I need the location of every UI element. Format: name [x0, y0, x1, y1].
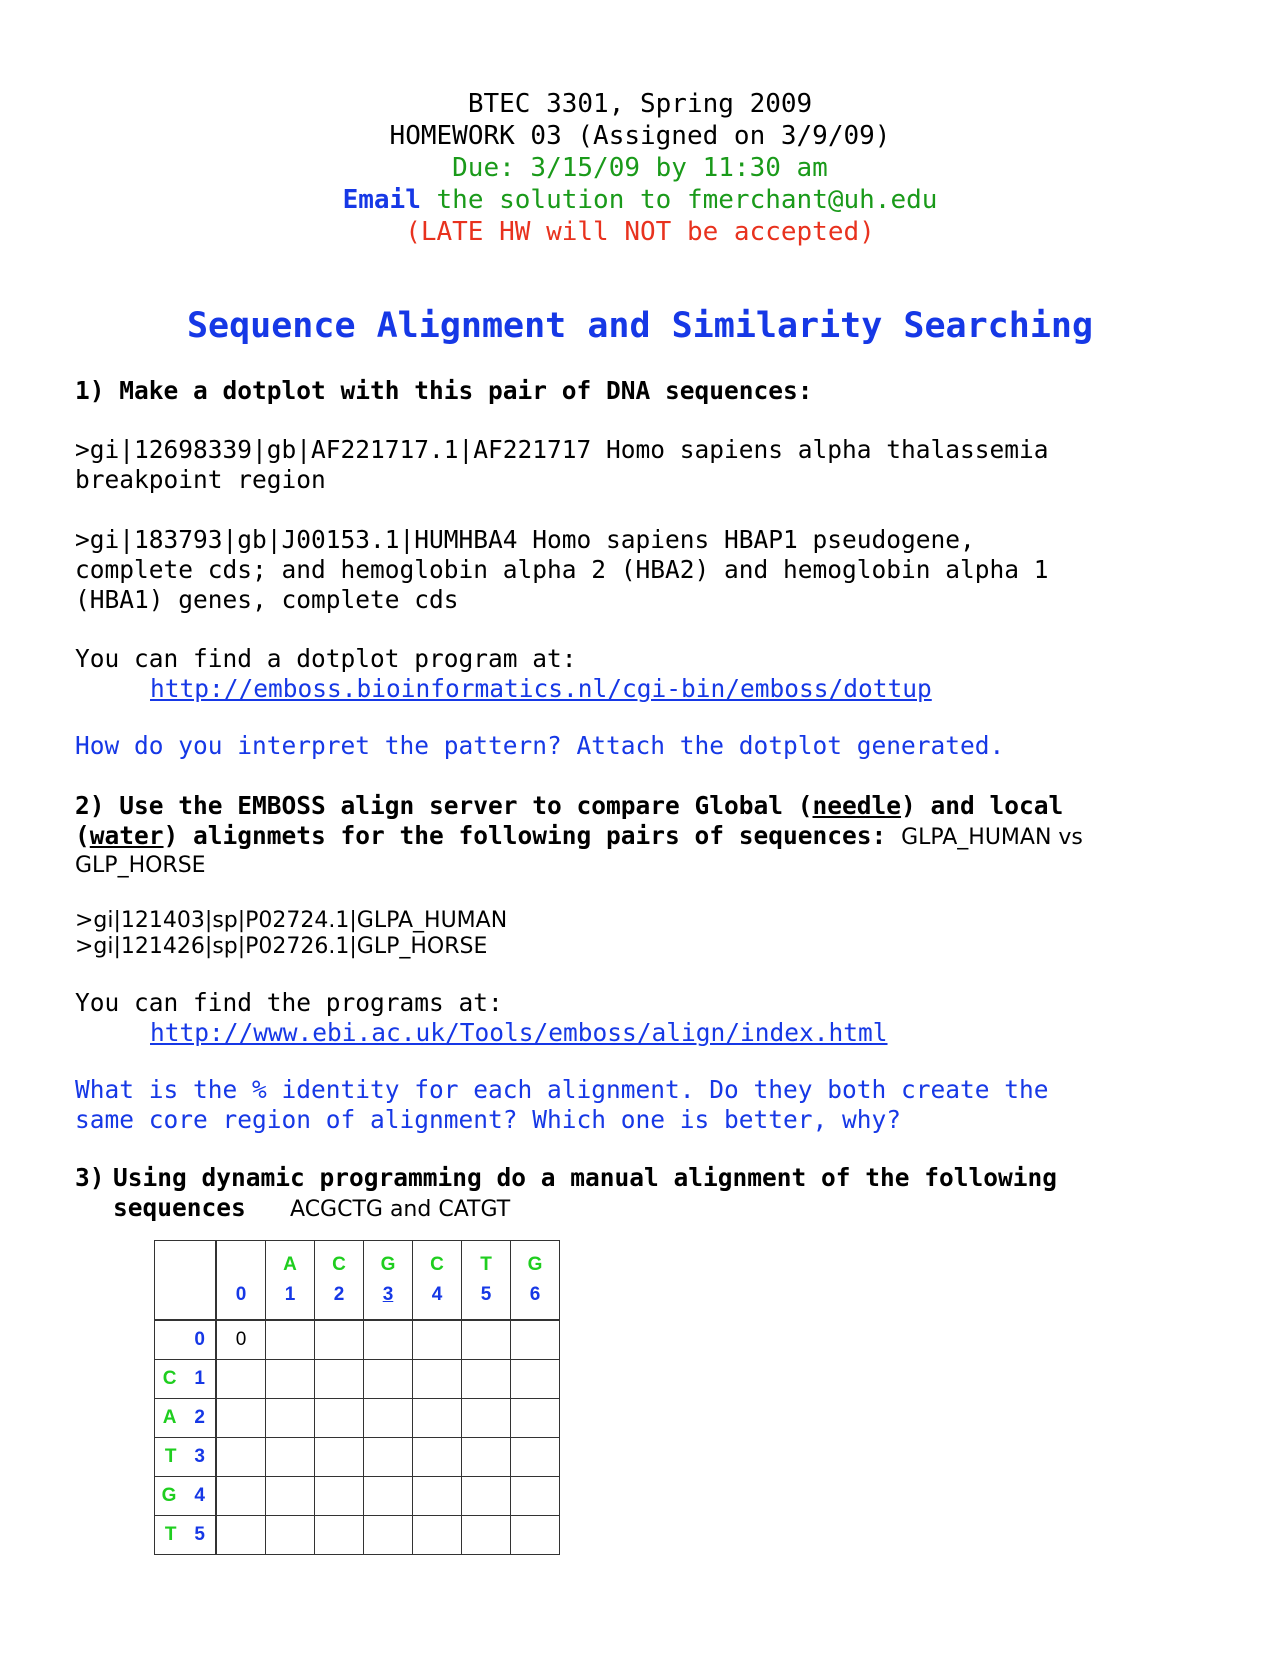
q1-dottup-link[interactable]: http://emboss.bioinformatics.nl/cgi-bin/emboss/dottup: [150, 674, 932, 703]
dp-cell: [216, 1516, 266, 1555]
dp-cell: [511, 1477, 560, 1516]
q1-seq2-line2: complete cds; and hemoglobin alpha 2 (HBA2) and hemoglobin alpha 1: [75, 555, 1049, 584]
email-rest: the solution to fmerchant@uh.edu: [436, 185, 938, 215]
dp-cell: [511, 1399, 560, 1438]
dp-row-1: [155, 1360, 560, 1399]
dp-cell: [364, 1438, 413, 1477]
dp-row-2: [155, 1399, 560, 1438]
dp-row-header-5: T 5: [155, 1516, 217, 1555]
dp-cell: [511, 1360, 560, 1399]
email-word: Email: [342, 185, 421, 215]
q2-line1-b: ) and local: [901, 791, 1064, 820]
q1-heading: 1) Make a dotplot with this pair of DNA sequences:: [75, 376, 813, 405]
late-line: (LATE HW will NOT be accepted): [405, 217, 875, 247]
dp-row-header-2: A 2: [155, 1399, 217, 1438]
dp-row-header-4: G 4: [155, 1477, 217, 1516]
q1-seq2-line1: >gi|183793|gb|J00153.1|HUMHBA4 Homo sapiens HBAP1 pseudogene,: [75, 525, 975, 554]
q3-sequences-label: sequences: [113, 1193, 246, 1222]
q2-pair-b: GLP_HORSE: [75, 853, 206, 878]
dp-cell: [315, 1320, 364, 1360]
dp-row-header-1: C 1: [155, 1360, 217, 1399]
dp-cell: [462, 1360, 511, 1399]
q2-pair-a: GLPA_HUMAN vs: [901, 825, 1083, 850]
dp-cell: [462, 1477, 511, 1516]
email-line: [0, 184, 1280, 216]
dp-cell: [266, 1438, 315, 1477]
dp-cell: [462, 1516, 511, 1555]
q2-question-line2: same core region of alignment? Which one is better, why?: [75, 1105, 902, 1134]
q1-find-text: You can find a dotplot program at:: [75, 644, 577, 673]
dp-col-header-4: C 4: [413, 1241, 462, 1321]
dp-cell: [266, 1399, 315, 1438]
dp-cell: [413, 1399, 462, 1438]
dp-col-header-0: 0: [216, 1241, 266, 1321]
dp-cell: [511, 1516, 560, 1555]
dp-row-3: [155, 1438, 560, 1477]
dp-cell: [266, 1320, 315, 1360]
dp-row-header-3: T 3: [155, 1438, 217, 1477]
dp-cell: [413, 1516, 462, 1555]
q2-line2-a: (: [75, 821, 90, 850]
dp-cell: [315, 1516, 364, 1555]
dp-cell: [413, 1360, 462, 1399]
due-line: Due: 3/15/09 by 11:30 am: [452, 153, 828, 183]
dp-col-header-3: G 3: [364, 1241, 413, 1321]
dp-cell: [364, 1477, 413, 1516]
q2-line1: [75, 791, 1063, 821]
dp-cell: [511, 1438, 560, 1477]
q2-line2-b: ) alignmets for the following pairs of sequences:: [163, 821, 887, 850]
q2-question-line1: What is the % identity for each alignment. Do they both create the: [75, 1075, 1049, 1104]
dp-col-header-5: T 5: [462, 1241, 511, 1321]
dp-cell: [266, 1360, 315, 1399]
course-line: BTEC 3301, Spring 2009: [467, 89, 813, 119]
dp-cell: [315, 1360, 364, 1399]
q2-find-text: You can find the programs at:: [75, 988, 503, 1017]
dp-cell-origin: 0: [216, 1320, 266, 1360]
q3-sequences: ACGCTG and CATGT: [290, 1197, 511, 1222]
dp-cell: [315, 1477, 364, 1516]
q2-line2: [75, 821, 1083, 853]
dp-col-header-1: A 1: [266, 1241, 315, 1321]
dp-row-0: [155, 1320, 560, 1360]
dp-cell: [364, 1399, 413, 1438]
dp-cell: [216, 1438, 266, 1477]
q2-line1-a: 2) Use the EMBOSS align server to compare Global (: [75, 791, 813, 820]
dp-cell: [462, 1320, 511, 1360]
dp-row-5: [155, 1516, 560, 1555]
dp-cell: [364, 1516, 413, 1555]
dp-table: [154, 1240, 560, 1555]
dp-cell: [315, 1399, 364, 1438]
dp-cell: [216, 1360, 266, 1399]
dp-cell: [462, 1438, 511, 1477]
dp-cell: [364, 1320, 413, 1360]
q3-line2: [113, 1193, 510, 1225]
water-term: water: [89, 821, 164, 850]
dp-corner: [155, 1241, 217, 1321]
dp-cell: [413, 1477, 462, 1516]
dp-cell: [266, 1516, 315, 1555]
dp-row-header-0: 0: [155, 1320, 217, 1360]
dp-col-header-6: G 6: [511, 1241, 560, 1321]
needle-term: needle: [812, 791, 902, 820]
dp-header-row: [155, 1241, 560, 1321]
dp-col-header-2: C 2: [315, 1241, 364, 1321]
q1-question: How do you interpret the pattern? Attach the dotplot generated.: [75, 731, 1005, 760]
q1-seq1-line2: breakpoint region: [75, 465, 326, 494]
dp-cell: [315, 1438, 364, 1477]
q3-line1: Using dynamic programming do a manual alignment of the following: [113, 1163, 1058, 1192]
dp-cell: [462, 1399, 511, 1438]
homework-line: HOMEWORK 03 (Assigned on 3/9/09): [389, 121, 891, 151]
dp-cell: [216, 1477, 266, 1516]
dp-cell: [413, 1438, 462, 1477]
dp-cell: [511, 1320, 560, 1360]
q1-seq2-line3: (HBA1) genes, complete cds: [75, 585, 459, 614]
dp-row-4: [155, 1477, 560, 1516]
page-title: Sequence Alignment and Similarity Searching: [186, 306, 1094, 346]
q1-seq1-line1: >gi|12698339|gb|AF221717.1|AF221717 Homo sapiens alpha thalassemia: [75, 435, 1049, 464]
q3-number: 3): [75, 1163, 105, 1192]
q2-seq-b: >gi|121426|sp|P02726.1|GLP_HORSE: [75, 934, 488, 959]
dp-cell: [413, 1320, 462, 1360]
dp-cell: [216, 1399, 266, 1438]
q2-align-link[interactable]: http://www.ebi.ac.uk/Tools/emboss/align/index.html: [150, 1018, 888, 1047]
q2-seq-a: >gi|121403|sp|P02724.1|GLPA_HUMAN: [75, 908, 508, 933]
dp-cell: [364, 1360, 413, 1399]
dp-cell: [266, 1477, 315, 1516]
